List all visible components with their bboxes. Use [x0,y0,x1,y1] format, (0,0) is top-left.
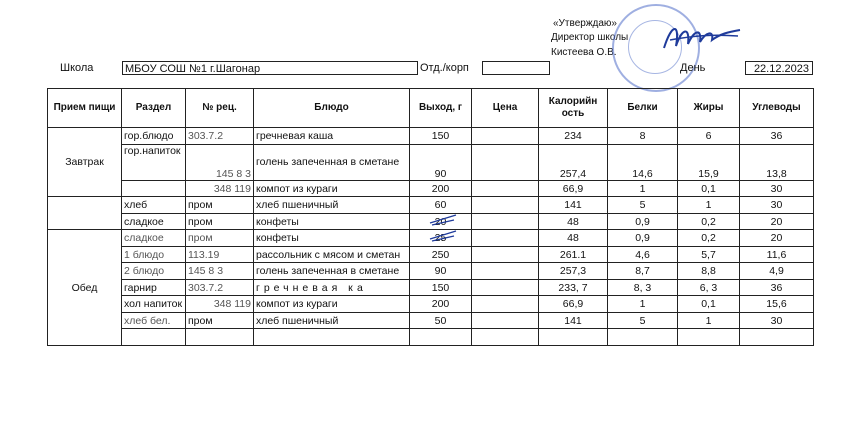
kcal-cell: 141 [539,312,608,329]
director-signature [662,18,742,58]
day-label: День [680,62,706,74]
protein-cell: 14,6 [608,144,678,180]
kcal-cell: 261.1 [539,246,608,263]
table-row [48,312,814,329]
dept-field[interactable] [482,61,550,75]
carbs-cell: 30 [740,312,814,329]
col-header-section: Раздел [122,89,186,128]
carbs-cell: 20 [740,213,814,230]
fat-cell: 6 [678,128,740,145]
kcal-cell: 257,3 [539,263,608,280]
empty-cell [122,329,186,346]
col-header-yield: Выход, г [410,89,472,128]
yield-cell: 200 [410,296,472,313]
fat-cell: 0,1 [678,180,740,197]
table-row [48,230,814,247]
table-row [48,263,814,280]
table-header-row [48,89,814,128]
carbs-cell: 11,6 [740,246,814,263]
kcal-cell: 257,4 [539,144,608,180]
approval-title: «Утверждаю» [553,18,617,29]
price-cell [472,213,539,230]
protein-cell: 8, 3 [608,279,678,296]
meal-empty [48,197,122,230]
protein-cell: 8 [608,128,678,145]
carbs-cell: 20 [740,230,814,247]
protein-cell: 0,9 [608,213,678,230]
section-cell: 2 блюдо [122,263,186,280]
price-cell [472,246,539,263]
price-cell [472,128,539,145]
protein-cell: 4,6 [608,246,678,263]
kcal-cell: 48 [539,213,608,230]
recipe-cell: пром [186,197,254,214]
carbs-cell: 36 [740,128,814,145]
price-cell [472,230,539,247]
carbs-cell: 4,9 [740,263,814,280]
table-row [48,144,814,180]
recipe-cell: 303.7.2 [186,128,254,145]
price-cell [472,144,539,180]
table-row [48,279,814,296]
empty-cell [740,329,814,346]
section-cell: гарнир [122,279,186,296]
yield-cell: 50 [410,312,472,329]
protein-cell: 5 [608,197,678,214]
recipe-cell: 348 119 [186,180,254,197]
menu-table [47,88,814,346]
carbs-cell: 13,8 [740,144,814,180]
fat-cell: 6, 3 [678,279,740,296]
price-cell [472,263,539,280]
col-header-fat: Жиры [678,89,740,128]
section-cell: 1 блюдо [122,246,186,263]
kcal-cell: 66,9 [539,180,608,197]
section-cell: гор.напиток [122,144,186,180]
meal-lunch: Обед [48,230,122,346]
fat-cell: 5,7 [678,246,740,263]
dept-label: Отд./корп [420,62,469,74]
dish-cell: гречневая ка [254,279,410,296]
yield-cell: 150 [410,279,472,296]
dish-cell: голень запеченная в сметане [254,144,410,180]
dish-cell: компот из кураги [254,296,410,313]
col-header-price: Цена [472,89,539,128]
dish-cell: конфеты [254,230,410,247]
carbs-cell: 36 [740,279,814,296]
meal-breakfast: Завтрак [48,128,122,197]
recipe-cell: 348 119 [186,296,254,313]
carbs-cell: 30 [740,180,814,197]
fat-cell: 0,1 [678,296,740,313]
kcal-cell: 233, 7 [539,279,608,296]
school-label: Школа [60,62,94,74]
protein-cell: 1 [608,296,678,313]
dish-cell: рассольник с мясом и сметан [254,246,410,263]
yield-cell: 90 [410,263,472,280]
col-header-protein: Белки [608,89,678,128]
dish-cell: конфеты [254,213,410,230]
price-cell [472,197,539,214]
recipe-cell: пром [186,213,254,230]
fat-cell: 0,2 [678,213,740,230]
fat-cell: 15,9 [678,144,740,180]
kcal-cell: 141 [539,197,608,214]
price-cell [472,296,539,313]
yield-cell: 90 [410,144,472,180]
yield-cell: 150 [410,128,472,145]
kcal-cell: 234 [539,128,608,145]
day-field[interactable]: 22.12.2023 [745,61,813,75]
recipe-cell: пром [186,230,254,247]
dish-cell: компот из кураги [254,180,410,197]
price-cell [472,312,539,329]
recipe-cell: 303.7.2 [186,279,254,296]
recipe-cell: 145 8 3 [186,144,254,180]
protein-cell: 8,7 [608,263,678,280]
protein-cell: 5 [608,312,678,329]
price-cell [472,180,539,197]
dish-cell: хлеб пшеничный [254,197,410,214]
dish-cell: голень запеченная в сметане [254,263,410,280]
table-row [48,246,814,263]
recipe-cell: 113.19 [186,246,254,263]
empty-cell [608,329,678,346]
yield-cell: 25 [410,230,472,247]
recipe-cell: 145 8 3 [186,263,254,280]
empty-cell [254,329,410,346]
yield-cell: 250 [410,246,472,263]
section-cell: гор.блюдо [122,128,186,145]
table-row-empty [48,329,814,346]
empty-cell [472,329,539,346]
approval-position: Директор школы [551,32,629,43]
approval-name: Кистеева О.В. [551,47,617,58]
col-header-meal: Прием пищи [48,89,122,128]
empty-cell [539,329,608,346]
table-row [48,296,814,313]
table-row [48,197,814,214]
fat-cell: 1 [678,197,740,214]
table-row [48,180,814,197]
fat-cell: 0,2 [678,230,740,247]
table-row [48,128,814,145]
yield-cell: 20 [410,213,472,230]
section-cell: хлеб бел. [122,312,186,329]
price-cell [472,279,539,296]
section-cell: хлеб [122,197,186,214]
col-header-kcal: Калорийн ость [539,89,608,128]
section-cell: сладкое [122,230,186,247]
carbs-cell: 30 [740,197,814,214]
recipe-cell: пром [186,312,254,329]
carbs-cell: 15,6 [740,296,814,313]
protein-cell: 1 [608,180,678,197]
empty-cell [410,329,472,346]
kcal-cell: 66,9 [539,296,608,313]
school-field[interactable]: МБОУ СОШ №1 г.Шагонар [122,61,418,75]
fat-cell: 1 [678,312,740,329]
table-row [48,213,814,230]
col-header-recipe: № рец. [186,89,254,128]
section-cell: хол напиток [122,296,186,313]
col-header-carbs: Углеводы [740,89,814,128]
handwritten-correction [428,230,458,246]
protein-cell: 0,9 [608,230,678,247]
dish-cell: хлеб пшеничный [254,312,410,329]
fat-cell: 8,8 [678,263,740,280]
yield-cell: 200 [410,180,472,197]
dish-cell: гречневая каша [254,128,410,145]
section-cell [122,180,186,197]
yield-cell: 60 [410,197,472,214]
kcal-cell: 48 [539,230,608,247]
empty-cell [678,329,740,346]
section-cell: сладкое [122,213,186,230]
handwritten-correction [428,213,458,229]
empty-cell [186,329,254,346]
col-header-dish: Блюдо [254,89,410,128]
